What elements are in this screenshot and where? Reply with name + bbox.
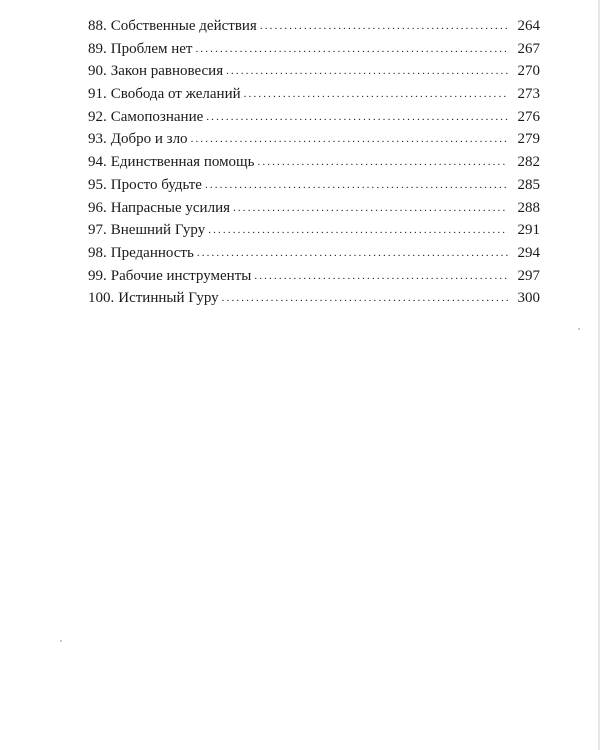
toc-entry-title: Свобода от желаний xyxy=(110,86,241,103)
toc-entry-page: 285 xyxy=(517,176,540,193)
toc-entry-title: Самопознание xyxy=(110,108,204,125)
toc-entry[interactable] xyxy=(88,106,540,129)
toc-entry[interactable] xyxy=(88,265,540,288)
toc-entry-page: 297 xyxy=(517,267,540,284)
toc-entry[interactable] xyxy=(88,174,540,197)
toc-entry[interactable] xyxy=(88,197,540,220)
toc-entry-number: 94. xyxy=(88,154,107,171)
scan-speck xyxy=(60,640,62,642)
toc-entry[interactable] xyxy=(88,38,540,61)
toc-entry[interactable] xyxy=(88,219,540,242)
toc-entry-number: 91. xyxy=(88,86,107,103)
toc-dot-leader xyxy=(244,82,508,106)
toc-entry-number: 95. xyxy=(88,176,107,193)
toc-entry-title: Рабочие инструменты xyxy=(110,267,252,284)
toc-entry-number: 97. xyxy=(88,222,107,239)
toc-entry-page: 288 xyxy=(517,199,540,216)
toc-entry-page: 267 xyxy=(517,40,540,57)
toc-dot-leader xyxy=(254,264,508,288)
toc-entry-page: 273 xyxy=(517,86,540,103)
toc-entry-number: 100. xyxy=(88,290,115,307)
toc-entry-title: Проблем нет xyxy=(110,40,193,57)
toc-entry[interactable] xyxy=(88,83,540,106)
toc-entry-number: 90. xyxy=(88,63,107,80)
toc-entry-title: Единственная помощь xyxy=(110,154,255,171)
toc-entry-number: 92. xyxy=(88,108,107,125)
toc-entry-title: Внешний Гуру xyxy=(110,222,206,239)
toc-entry-title: Преданность xyxy=(110,244,194,261)
toc-dot-leader xyxy=(226,59,508,83)
toc-dot-leader xyxy=(233,196,508,220)
toc-entry-number: 89. xyxy=(88,40,107,57)
toc-entry-page: 264 xyxy=(517,18,540,34)
toc-dot-leader xyxy=(206,105,508,129)
toc-entry-number: 99. xyxy=(88,267,107,284)
toc-entry-page: 270 xyxy=(517,63,540,80)
toc-dot-leader xyxy=(260,14,508,38)
scan-speck xyxy=(578,328,580,330)
toc-entry[interactable] xyxy=(88,287,540,310)
toc-dot-leader xyxy=(191,127,508,151)
toc-entry-page: 294 xyxy=(517,244,540,261)
toc-entry-number: 88. xyxy=(88,18,107,34)
toc-entry[interactable] xyxy=(88,242,540,265)
toc-entry-title: Собственные действия xyxy=(110,18,257,34)
toc-entry-page: 276 xyxy=(517,108,540,125)
toc-dot-leader xyxy=(208,218,508,242)
toc-entry-title: Просто будьте xyxy=(110,176,202,193)
toc-entry-page: 279 xyxy=(517,131,540,148)
toc-dot-leader xyxy=(205,173,508,197)
table-of-contents xyxy=(88,15,540,310)
toc-entry-number: 96. xyxy=(88,199,107,216)
toc-entry[interactable] xyxy=(88,60,540,83)
toc-entry-page: 282 xyxy=(517,154,540,171)
toc-entry-number: 98. xyxy=(88,244,107,261)
toc-entry-title: Истинный Гуру xyxy=(118,290,219,307)
toc-entry[interactable] xyxy=(88,151,540,174)
toc-entry[interactable] xyxy=(88,128,540,151)
toc-dot-leader xyxy=(197,241,508,265)
toc-entry-number: 93. xyxy=(88,131,107,148)
toc-dot-leader xyxy=(222,286,508,310)
toc-entry-title: Добро и зло xyxy=(110,131,188,148)
toc-entry-title: Закон равновесия xyxy=(110,63,224,80)
toc-entry-title: Напрасные усилия xyxy=(110,199,230,216)
toc-entry-page: 291 xyxy=(517,222,540,239)
toc-dot-leader xyxy=(195,37,508,61)
toc-dot-leader xyxy=(257,150,508,174)
toc-entry-page: 300 xyxy=(517,290,540,307)
toc-entry[interactable] xyxy=(88,15,540,38)
